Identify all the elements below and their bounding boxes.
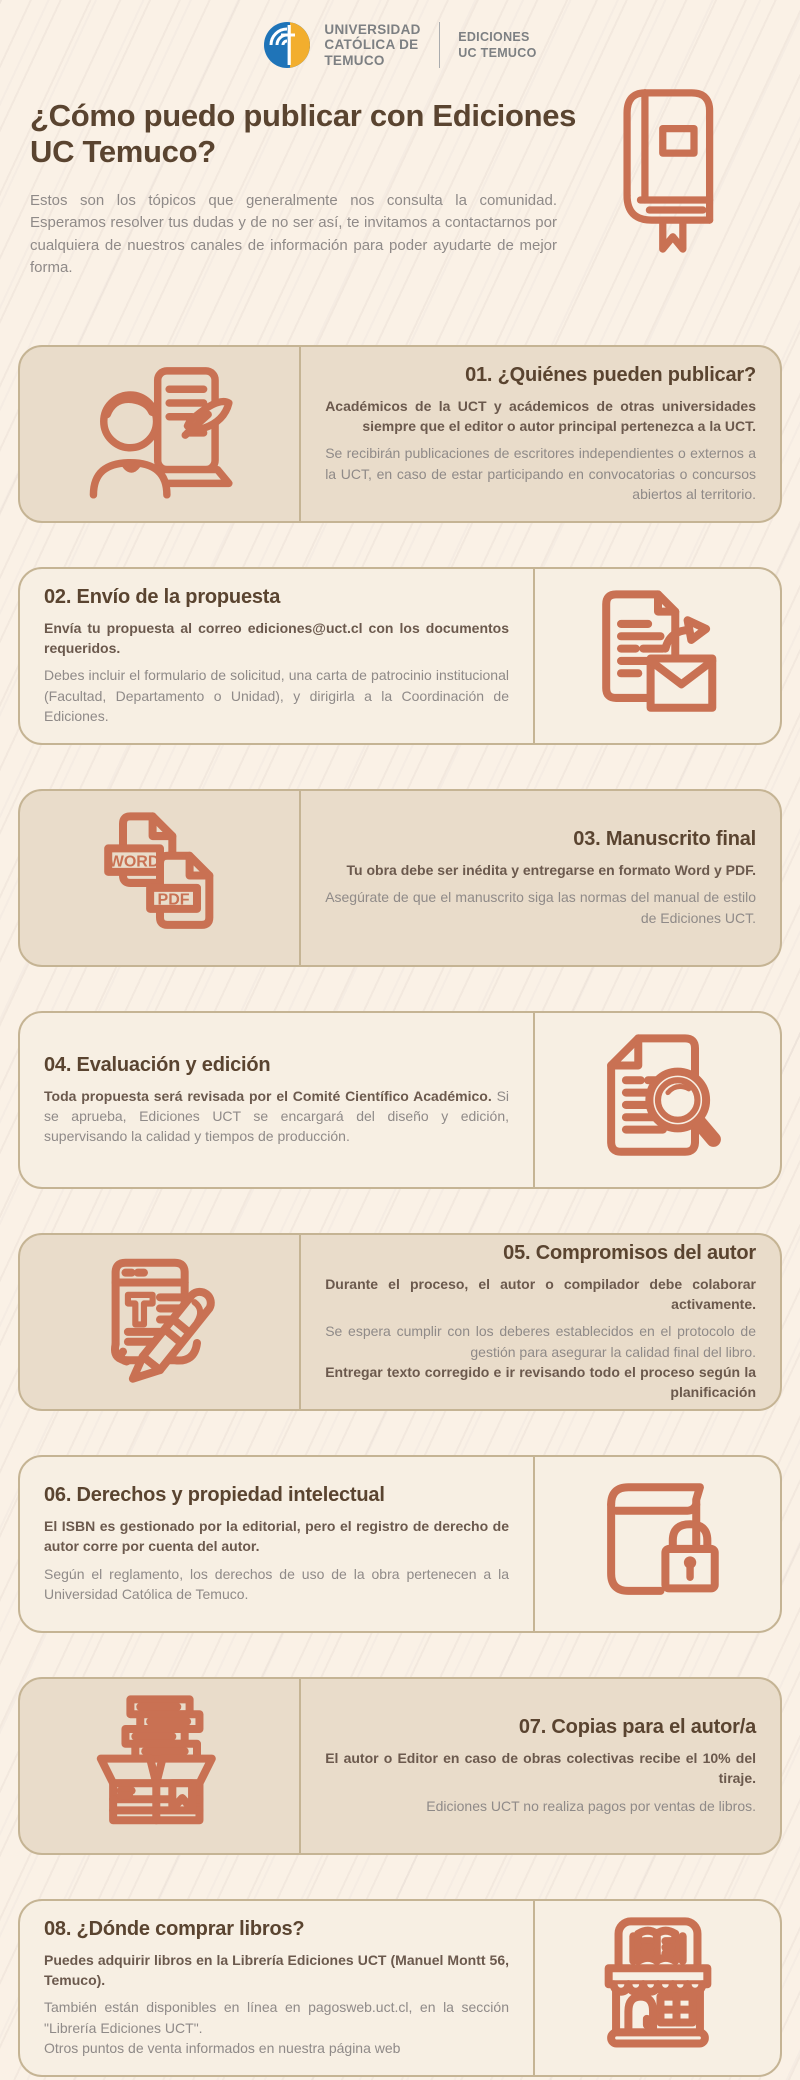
card-01-icon-pane [20,347,301,521]
brand-name: EDICIONES UC TEMUCO [458,29,537,60]
card-03-text-pane [301,791,780,965]
section-regular-text-2: Otros puntos de venta informados en nuestra página web [44,2039,401,2056]
section-regular-text: Si se aprueba, Ediciones UCT se encargará del diseño y edición, supervisando la calidad y tiempos de producción. [44,1087,510,1145]
section-regular-text: Debes incluir el formulario de solicitud, una carta de patrocinio institucional (Facultad, Departamento o Unidad), y dirigirla a la Coordinación de Ediciones. [44,667,509,724]
section-bold-text: Académicos de la UCT y acádemicos de otras universidades siempre que el editor o autor principal pertenezca a la UCT. [325,398,756,435]
section-title: 06. Derechos y propiedad intelectual [44,1484,385,1507]
card-04-evaluacion-edicion [18,1011,782,1189]
card-04-text-pane [20,1013,533,1187]
university-name: UNIVERSIDAD CATÓLICA DE TEMUCO [324,22,421,68]
section-title: 04. Evaluación y edición [44,1053,271,1076]
book-icon [607,84,723,258]
card-04-icon-pane [533,1013,780,1187]
section-regular-text: También están disponibles en línea en pagosweb.uct.cl, en la sección "Librería Ediciones UCT". [44,1999,509,2036]
card-03-manuscrito-final [18,789,782,967]
section-regular-text: Se espera cumplir con los deberes establecidos en el protocolo de gestión para asegurar la calidad final del libro. [325,1323,756,1360]
section-regular-text: Ediciones UCT no realiza pagos por ventas de libros. [426,1797,756,1814]
edit-pen-icon [86,1248,234,1396]
word-pdf-files-icon [86,804,234,952]
card-01-quienes-pueden-publicar [18,345,782,523]
section-bold-text: Envía tu propuesta al correo ediciones@uct.cl con los documentos requeridos. [44,620,509,657]
card-06-text-pane [20,1457,533,1631]
books-box-icon [86,1692,234,1840]
uct-logo [0,0,800,70]
card-08-icon-pane [533,1901,780,2075]
card-05-compromisos-autor [18,1233,782,1411]
card-01-text-pane [301,347,780,521]
card-06-derechos-propiedad [18,1455,782,1633]
card-07-copias-autor [18,1677,782,1855]
card-03-icon-pane [20,791,301,965]
section-bold-text: Durante el proceso, el autor o compilador debe colaborar activamente. [325,1276,756,1313]
section-title: 08. ¿Dónde comprar libros? [44,1918,305,1941]
page-title: ¿Cómo puedo publicar con Ediciones UC Temuco? [30,98,577,170]
section-regular-text: Se recibirán publicaciones de escritores independientes o externos a la UCT, en caso de estar participando en convocatorias o concursos abiertos al territorio. [325,445,756,502]
faq-cards [0,345,800,2077]
section-bold-text: El autor o Editor en caso de obras colectivas recibe el 10% del tiraje. [325,1750,756,1787]
section-regular-text: Según el reglamento, los derechos de uso de la obra pertenecen a la Universidad Católica de Temuco. [44,1565,509,1602]
card-08-text-pane [20,1901,533,2075]
card-05-text-pane [301,1235,780,1409]
section-bold-text: Tu obra debe ser inédita y entregarse en formato Word y PDF. [346,862,756,879]
bookstore-icon [584,1914,732,2062]
svg-text:WORD: WORD [108,852,160,871]
section-title: 05. Compromisos del autor [503,1242,756,1265]
logo-divider [439,22,441,68]
uct-globe-logo-icon [263,21,311,69]
section-title: 03. Manuscrito final [573,828,756,851]
writer-icon [84,364,236,504]
locked-book-icon [584,1470,732,1618]
card-06-icon-pane [533,1457,780,1631]
section-bold-text: El ISBN es gestionado por la editorial, pero el registro de derecho de autor corre por cuenta del autor. [44,1518,509,1555]
section-title: 02. Envío de la propuesta [44,586,281,609]
card-07-text-pane [301,1679,780,1853]
send-document-icon [584,582,732,730]
intro-paragraph: Estos son los tópicos que generalmente nos consulta la comunidad. Esperamos resolver tus dudas y de no ser así, te invitamos a contactarnos por cualquiera de nuestros canales de información para poder ayudarte de mejor forma. [30,191,557,277]
hero-section [0,70,800,345]
section-body-text [44,1086,509,1146]
section-regular-text: Asegúrate de que el manuscrito siga las normas del manual de estilo de Ediciones UCT. [325,889,756,926]
section-title: 07. Copias para el autor/a [518,1716,756,1739]
card-07-icon-pane [20,1679,301,1853]
section-bold-text-2: Entregar texto corregido e ir revisando todo el proceso según la planificación [325,1363,756,1400]
card-02-text-pane [20,569,533,743]
document-magnifier-icon [584,1026,732,1174]
card-02-icon-pane [533,569,780,743]
card-05-icon-pane [20,1235,301,1409]
section-title: 01. ¿Quiénes pueden publicar? [465,364,756,387]
section-bold-text: Toda propuesta será revisada por el Comité Científico Académico. [44,1087,492,1104]
card-02-envio-propuesta [18,567,782,745]
card-08-donde-comprar [18,1899,782,2077]
svg-text:PDF: PDF [157,890,190,909]
section-bold-text: Puedes adquirir libros en la Librería Ediciones UCT (Manuel Montt 56, Temuco). [44,1952,509,1989]
